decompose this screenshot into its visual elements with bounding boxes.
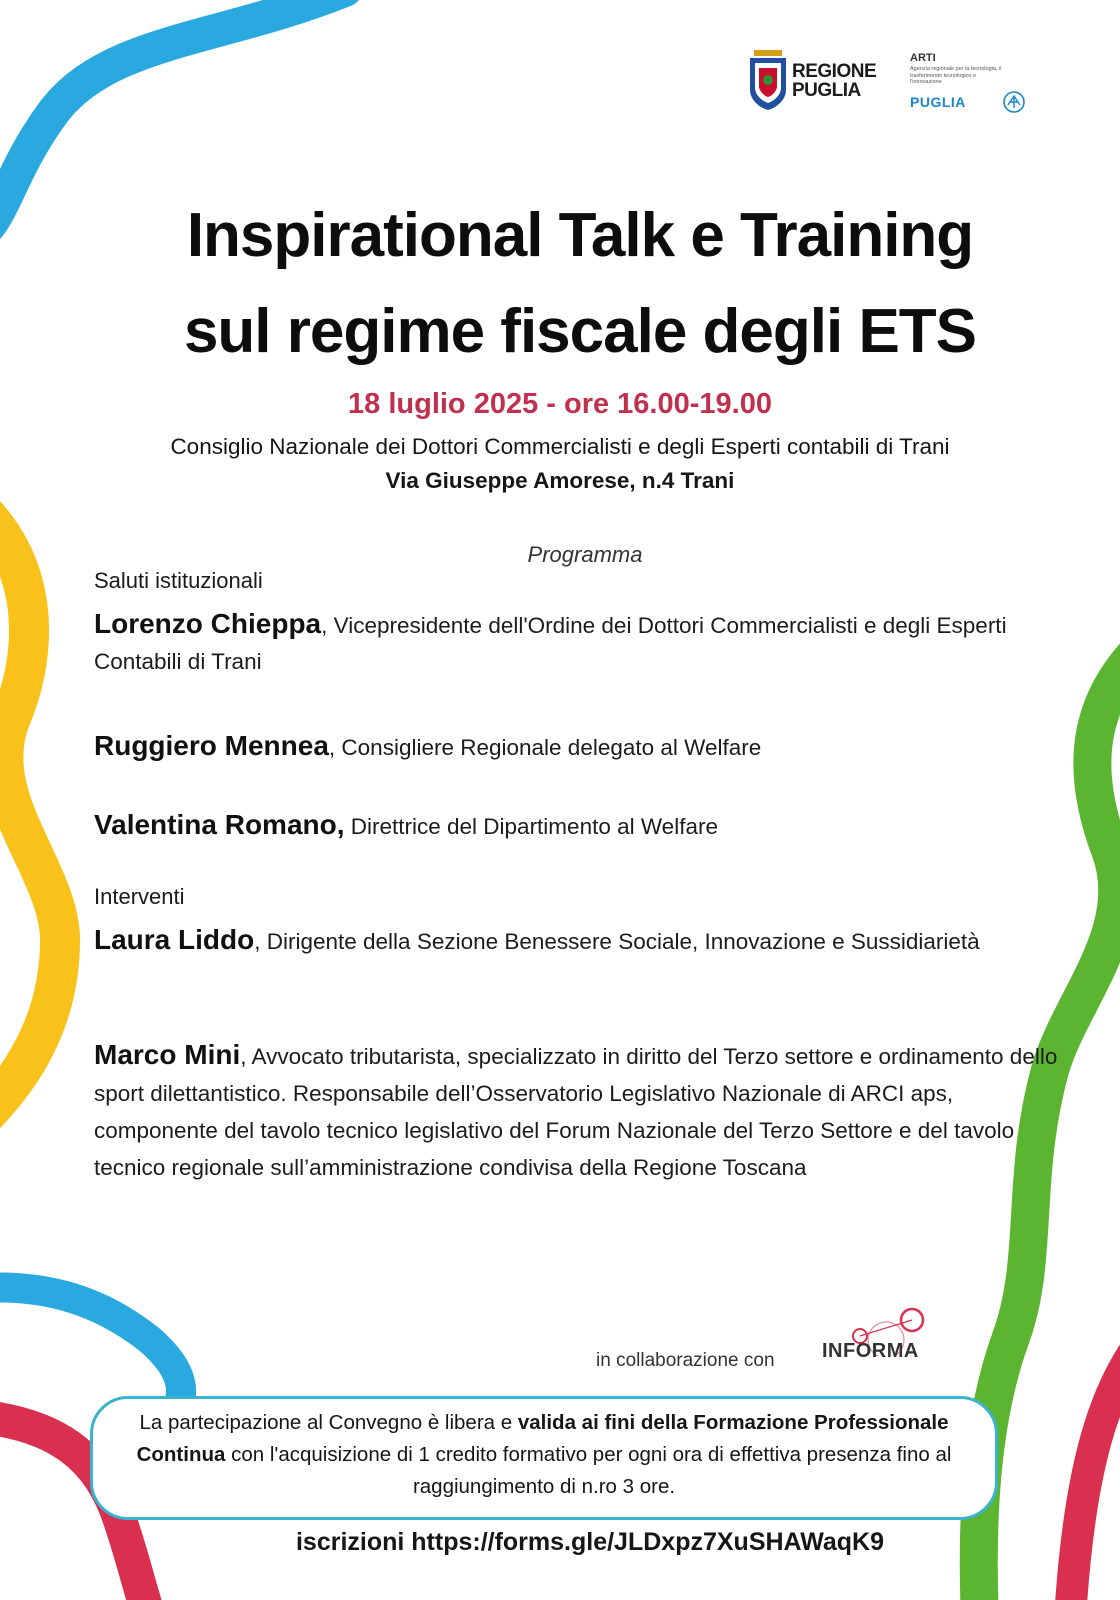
collaboration-label: in collaborazione con [596,1350,775,1371]
event-address: Via Giuseppe Amorese, n.4 Trani [385,468,735,493]
speaker-role: Direttrice del Dipartimento al Welfare [344,814,718,839]
arti-logo-title: ARTI [910,52,936,64]
speaker-entry [94,728,1074,766]
speaker-name: Ruggiero Mennea [94,730,329,761]
interventions-label: Interventi [94,884,185,909]
event-date: 18 luglio 2025 - ore 16.00-19.00 [348,388,772,420]
speaker-name: Lorenzo Chieppa [94,608,322,639]
event-venue: Consiglio Nazionale dei Dottori Commercialisti e degli Esperti contabili di Trani [170,434,950,459]
notice-text-2: con l'acquisizione di 1 credito formativo per ogni ora di effettiva presenza fino al raggiungimento di n.ro 3 ore. [225,1443,952,1498]
regione-puglia-shield-icon [748,50,788,110]
program-heading: Programma [527,542,643,567]
speaker-entry [94,807,1074,845]
logos [748,44,1048,124]
speaker-name: Marco Mini [94,1039,241,1070]
notice-text-1: La partecipazione al Convegno è libera e [139,1411,518,1434]
regione-puglia-logo-text: REGIONE PUGLIA [792,61,877,101]
speaker-entry [94,1036,1074,1186]
speaker-name: Valentina Romano, [94,809,345,840]
title-line-1: Inspirational Talk e Training [186,201,974,270]
page-title [40,188,1120,380]
informa-logo [822,1306,960,1376]
speaker-role: , Vicepresidente dell'Ordine dei Dottori Commercialisti e degli Esperti Contabili di Trani [94,613,1007,674]
speaker-role: , Avvocato tributarista, specializzato in diritto del Terzo settore e ordinamento dello sport dilettantistico. Responsabile dell’Osservatorio Legislativo Nazionale di ARCI aps, componente del tavolo tecnico legislativo del Forum Nazionale del Terzo Settore e del tavolo tecnico regionale sull’amministrazione condivisa della Regione Toscana [94,1044,1058,1180]
informa-logo-text: INFORMA [822,1340,919,1362]
signup-link[interactable]: iscrizioni https://forms.gle/JLDxpz7XuSHAWaqK9 [295,1528,885,1556]
title-line-2: sul regime fiscale degli ETS [183,297,977,366]
arti-logo-subtitle: Agenzia regionale per la tecnologia, il trasferimento tecnologico e l'innovazione [910,66,1002,85]
speaker-role: , Dirigente della Sezione Benessere Sociale, Innovazione e Sussidiarietà [254,929,980,954]
greetings-label: Saluti istituzionali [94,568,263,593]
arti-mark-icon [1002,90,1026,114]
arti-logo-region: PUGLIA [910,94,966,110]
speaker-name: Laura Liddo [94,924,255,955]
speaker-role: , Consigliere Regionale delegato al Welfare [328,735,762,760]
notice-text-bold: valida ai fini della Formazione Professionale Continua [136,1411,949,1466]
speaker-entry [94,606,1074,680]
participation-notice [90,1396,998,1520]
speaker-entry [94,922,1074,960]
